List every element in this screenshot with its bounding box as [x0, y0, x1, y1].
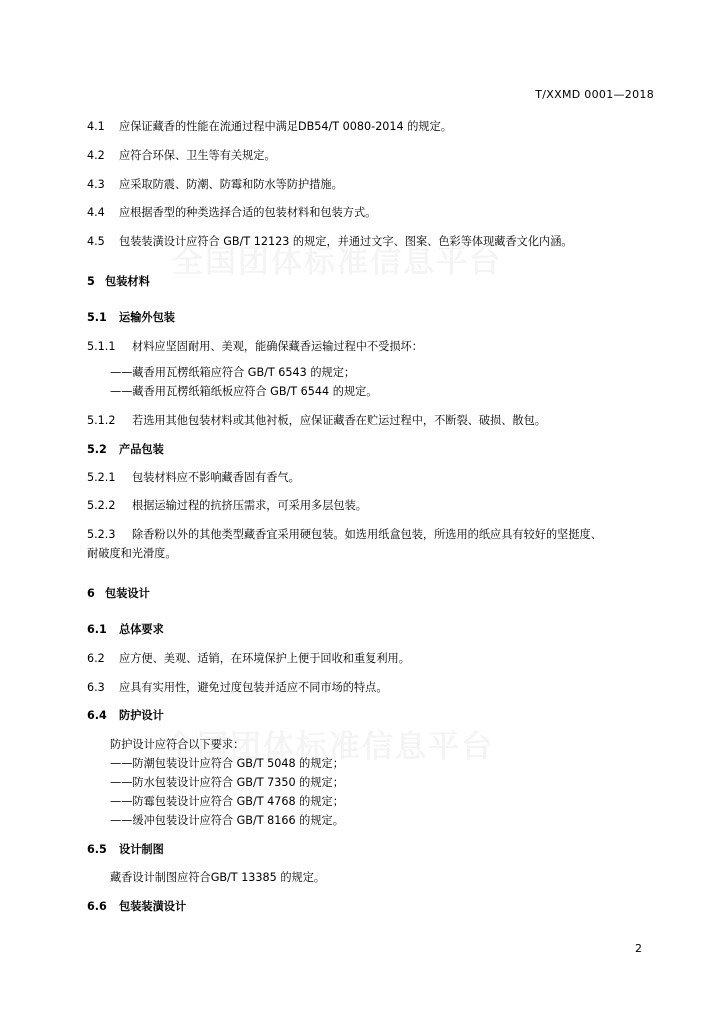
clause-6-1-heading	[87, 622, 164, 637]
clause-title: 设计制图	[119, 843, 164, 856]
page-number: 2	[635, 942, 642, 955]
clause-number: 4.4	[87, 206, 105, 219]
clause-title: 运输外包装	[119, 311, 175, 324]
list-item-text: ——藏香用瓦楞纸箱应符合 GB/T 6543 的规定；	[110, 366, 356, 379]
document-code: T/XXMD 0001—2018	[535, 88, 654, 101]
clause-6-5-heading	[87, 842, 164, 857]
clause-number: 6.2	[87, 652, 105, 665]
clause-number: 6.4	[87, 709, 107, 722]
list-item-text: ——防水包装设计应符合 GB/T 7350 的规定；	[110, 776, 344, 789]
clause-title: 总体要求	[119, 623, 164, 636]
clause-6-2	[87, 651, 410, 666]
clause-number: 6.5	[87, 843, 107, 856]
clause-text: 除香粉以外的其他类型藏香宜采用硬包装。如选用纸盒包装，所选用的纸应具有较好的坚挺度、	[132, 528, 602, 541]
list-item	[110, 775, 344, 790]
section-title: 包装材料	[105, 275, 150, 288]
section-6-heading	[87, 586, 150, 601]
clause-number: 4.2	[87, 149, 105, 162]
clause-5-2-2	[87, 498, 367, 513]
clause-number: 4.3	[87, 178, 105, 191]
clause-text: 应方便、美观、适销，在环境保护上便于回收和重复利用。	[119, 652, 410, 665]
clause-text: 应具有实用性，避免过度包装并适应不同市场的特点。	[119, 681, 388, 694]
clause-6-3	[87, 680, 388, 695]
clause-number: 6.3	[87, 681, 105, 694]
paragraph-text: 藏香设计制图应符合GB/T 13385 的规定。	[110, 871, 326, 884]
list-item	[110, 813, 344, 828]
clause-number: 5.2	[87, 443, 107, 456]
clause-title: 包装装潢设计	[119, 900, 187, 913]
clause-4-1	[87, 119, 452, 134]
clause-text: 包装材料应不影响藏香固有香气。	[132, 471, 300, 484]
clause-5-1-heading	[87, 310, 175, 325]
clause-text: 包装装潢设计应符合 GB/T 12123 的规定，并通过文字、图案、色彩等体现藏香文化内涵。	[119, 235, 573, 248]
clause-number: 5.1	[87, 311, 107, 324]
clause-text: 材料应坚固耐用、美观，能确保藏香运输过程中不受损坏：	[132, 340, 423, 353]
clause-number: 5.1.2	[87, 414, 116, 427]
paragraph	[110, 737, 244, 752]
clause-number: 5.2.3	[87, 528, 116, 541]
clause-text: 应符合环保、卫生等有关规定。	[119, 149, 276, 162]
list-item-text: ——防霉包装设计应符合 GB/T 4768 的规定；	[110, 795, 344, 808]
list-item	[110, 794, 344, 809]
clause-5-2-heading	[87, 442, 164, 457]
clause-4-5	[87, 234, 573, 249]
clause-6-6-heading	[87, 899, 186, 914]
list-item	[110, 756, 344, 771]
section-number: 5	[87, 275, 95, 288]
clause-text: 应根据香型的种类选择合适的包装材料和包装方式。	[119, 206, 377, 219]
clause-number: 5.2.2	[87, 499, 116, 512]
clause-5-2-1	[87, 470, 300, 485]
clause-text: 根据运输过程的抗挤压需求，可采用多层包装。	[132, 499, 367, 512]
clause-continuation	[87, 546, 177, 561]
clause-number: 4.5	[87, 235, 105, 248]
paragraph-text: 防护设计应符合以下要求：	[110, 738, 245, 751]
section-5-heading	[87, 274, 150, 289]
clause-4-3	[87, 177, 343, 192]
clause-number: 4.1	[87, 120, 105, 133]
clause-number: 6.1	[87, 623, 107, 636]
clause-title: 防护设计	[119, 709, 164, 722]
list-item-text: ——防潮包装设计应符合 GB/T 5048 的规定；	[110, 757, 344, 770]
clause-text: 耐破度和光滑度。	[87, 547, 177, 560]
list-item-text: ——缓冲包装设计应符合 GB/T 8166 的规定。	[110, 814, 344, 827]
clause-5-1-1	[87, 339, 423, 354]
section-number: 6	[87, 587, 95, 600]
clause-number: 5.1.1	[87, 340, 116, 353]
clause-text: 应采取防震、防潮、防霉和防水等防护措施。	[119, 178, 343, 191]
paragraph	[110, 870, 325, 885]
clause-text: 应保证藏香的性能在流通过程中满足DB54/T 0080-2014 的规定。	[119, 120, 452, 133]
clause-text: 若选用其他包装材料或其他衬板，应保证藏香在贮运过程中，不断裂、破损、散包。	[132, 414, 546, 427]
clause-title: 产品包装	[119, 443, 164, 456]
clause-6-4-heading	[87, 708, 164, 723]
clause-4-4	[87, 205, 376, 220]
clause-number: 6.6	[87, 900, 107, 913]
clause-5-1-2	[87, 413, 546, 428]
clause-number: 5.2.1	[87, 471, 116, 484]
list-item	[110, 365, 355, 380]
clause-5-2-3	[87, 527, 602, 542]
section-title: 包装设计	[105, 587, 150, 600]
list-item	[110, 384, 377, 399]
clause-4-2	[87, 148, 276, 163]
list-item-text: ——藏香用瓦楞纸箱纸板应符合 GB/T 6544 的规定。	[110, 385, 378, 398]
